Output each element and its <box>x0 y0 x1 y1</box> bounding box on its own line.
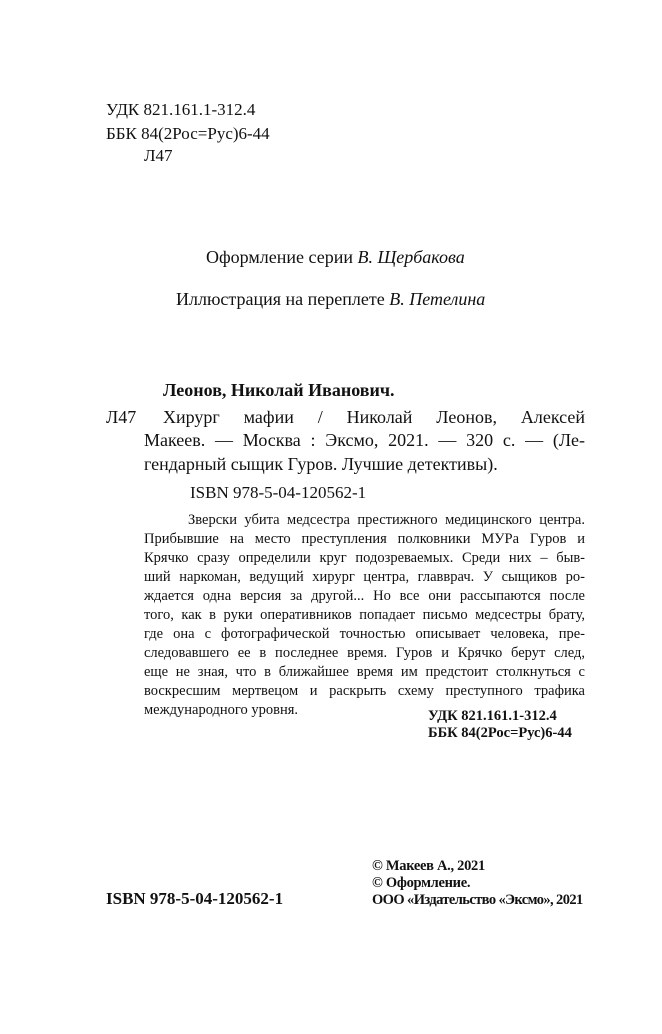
annotation-line: Зверски убита медсестра престижного медицинского центра. <box>188 512 585 528</box>
annotation-udk: УДК 821.161.1-312.4 <box>428 708 557 724</box>
bibliographic-mark: Л47 <box>106 407 137 427</box>
author-mark: Л47 <box>144 146 173 165</box>
annotation-line: следовавшего ее в последнее время. Гуров и Крячко берут след, <box>144 645 585 661</box>
cover-illustration-label: Иллюстрация на переплете <box>176 289 385 309</box>
description-line: Хирург мафии / Николай Леонов, Алексей <box>163 407 585 427</box>
annotation-line: где она с фотографической точностью описывает человека, пре- <box>144 626 585 642</box>
bibliographic-isbn: ISBN 978-5-04-120562-1 <box>190 483 367 502</box>
annotation-line: Прибывшие на место преступления полковники МУРа Гуров и <box>144 531 585 547</box>
series-design-name: В. Щербакова <box>357 247 465 267</box>
bbk-code: ББК 84(2Рос=Рус)6-44 <box>106 124 270 143</box>
cover-illustration-name: В. Петелина <box>389 289 486 309</box>
author-heading: Леонов, Николай Иванович. <box>163 380 395 400</box>
annotation-line: ждается одна версия за другой... Но все они рассыпаются после <box>144 588 585 604</box>
annotation-line: того, как в руки оперативников попадает письмо медсестры брату, <box>144 607 585 623</box>
bibliographic-description <box>163 405 585 429</box>
series-design-credit <box>206 245 465 269</box>
annotation <box>144 511 585 720</box>
cover-illustration-credit <box>176 287 485 311</box>
publisher-copyright: ООО «Издательство «Эксмо», 2021 <box>372 892 583 908</box>
copyright-author: © Макеев А., 2021 <box>372 858 485 874</box>
copyright-design: © Оформление. <box>372 875 471 891</box>
footer-isbn: ISBN 978-5-04-120562-1 <box>106 889 284 908</box>
annotation-line: ший наркоман, ведущий хирург центра, главврач. У сыщиков ро- <box>144 569 585 585</box>
annotation-line: международного уровня. <box>144 702 299 718</box>
series-design-label: Оформление серии <box>206 247 353 267</box>
annotation-line: воскресшим мертвецом и раскрыть схему преступного трафика <box>144 683 585 699</box>
annotation-line: еще не зная, что в ближайшее время им предстоит столкнуться с <box>144 664 585 680</box>
description-line: гендарный сыщик Гуров. Лучшие детективы). <box>144 454 498 474</box>
description-line: Макеев. — Москва : Эксмо, 2021. — 320 с. — (Ле- <box>144 430 585 450</box>
annotation-bbk: ББК 84(2Рос=Рус)6-44 <box>428 725 572 741</box>
annotation-line: Крячко сразу определили круг подозреваемых. Среди них – быв- <box>144 550 585 566</box>
bibliographic-description-cont <box>144 428 585 476</box>
udk-code: УДК 821.161.1-312.4 <box>106 100 256 119</box>
